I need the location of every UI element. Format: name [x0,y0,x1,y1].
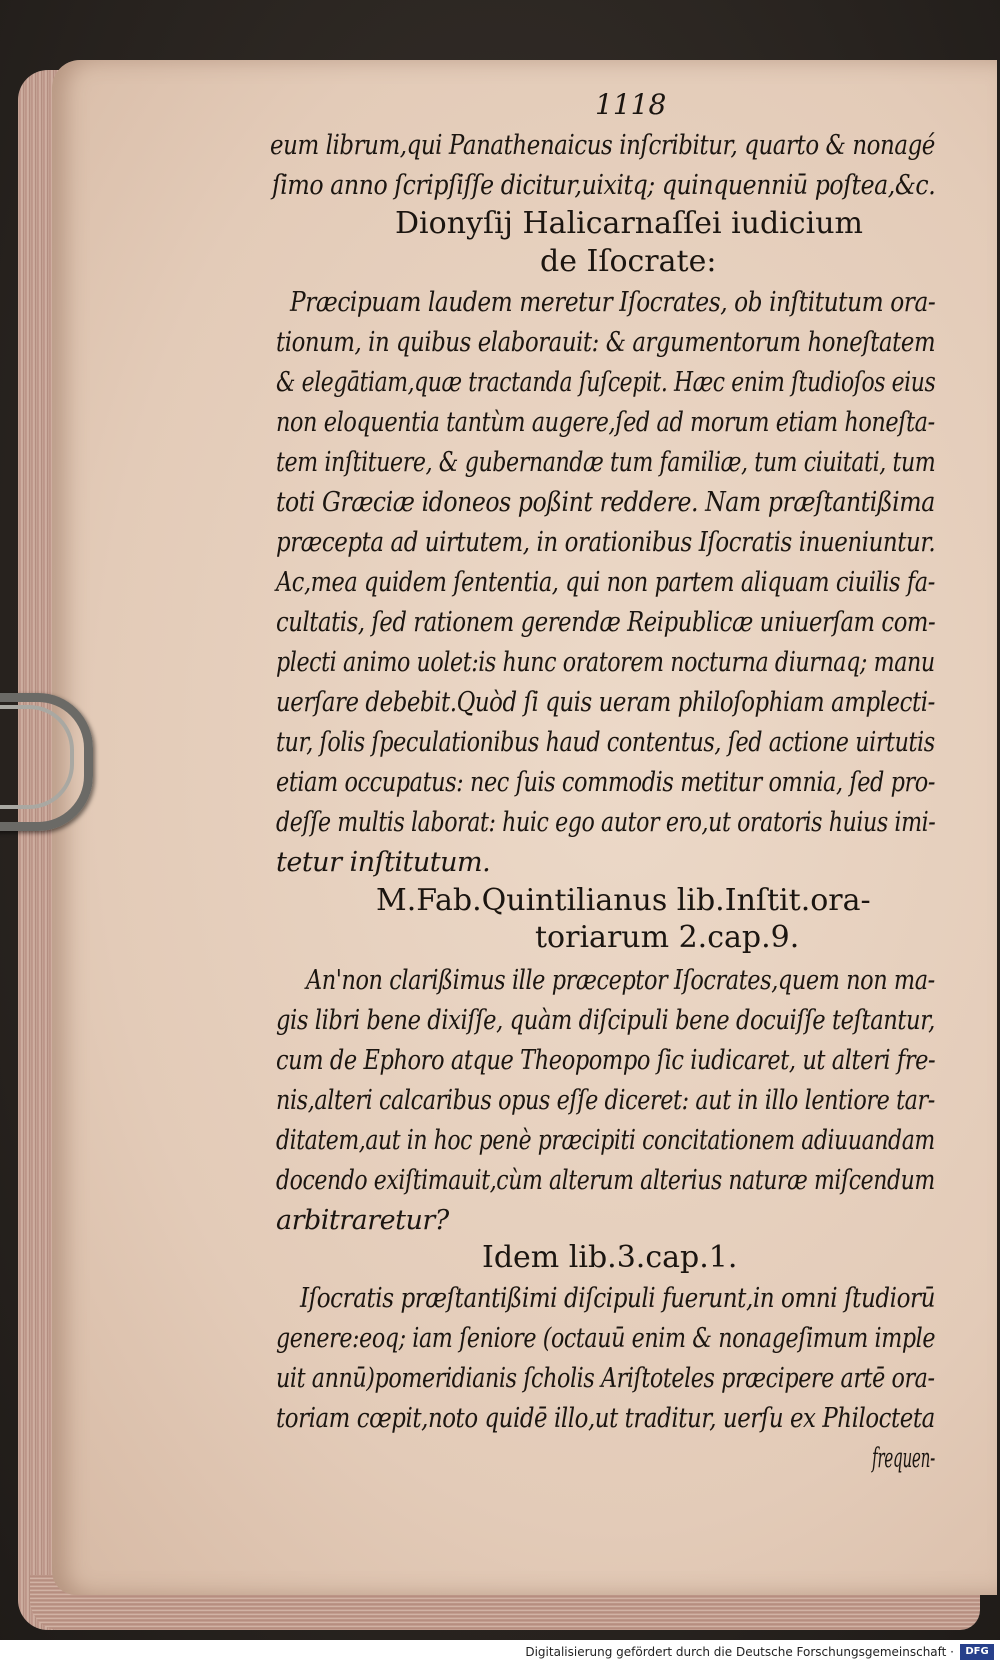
text-line: cultatis, ſed rationem gerendæ Reipublicæ uniuerſam com- [276,607,936,638]
text-line: toti Græciæ idoneos poßint reddere. Nam præſtantißima [276,487,935,518]
text-line: ditatem,aut in hoc penè præcipiti concitationem adiuuandam [276,1125,935,1156]
text-line: tetur inſtitutum. [276,847,491,878]
text-line: cum de Ephoro atque Theopompo ſic iudicaret, ut alteri fre- [276,1045,936,1076]
text-line: An'non clarißimus ille præceptor Iſocrates,quem non ma- [306,965,935,996]
text-line: plecti animo uolet:is hunc oratorem nocturna diurnaq; manu [276,647,935,678]
section-heading-line: Idem lib.3.cap.1. [482,1240,738,1275]
dfg-logo: DFG [960,1644,994,1660]
footer-bar [0,1640,1000,1666]
text-line: & elegātiam,quæ tractanda ſuſcepit. Hæc enim ſtudioſos eius [276,367,936,398]
text-line: tem inſtituere, & gubernandæ tum familiæ, tum ciuitati, tum [276,447,936,478]
text-line: uerſare debebit.Quòd ſi quis ueram philoſophiam amplecti- [276,687,935,718]
page-number: 1118 [595,88,667,121]
text-line: etiam occupatus: nec ſuis commodis metitur omnia, ſed pro- [276,767,935,798]
text-line: præcepta ad uirtutem, in orationibus Iſocratis inueniuntur. [276,527,936,558]
text-line: uit annū)pomeridianis ſcholis Ariſtoteles præcipere artē ora- [276,1363,935,1394]
text-line: tur, ſolis ſpeculationibus haud contentus, ſed actione uirtutis [276,727,935,758]
text-line: genere:eoq; iam ſeniore (octauū enim & nonageſimum imple [276,1323,936,1354]
text-line: eum librum,qui Panathenaicus inſcribitur, quarto & nonagé [270,130,935,161]
section-heading-line: de Iſocrate: [540,244,717,279]
footer-credit: Digitalisierung gefördert durch die Deutsche Forschungsgemeinschaft · [525,1645,954,1659]
text-line: frequen- [872,1443,935,1474]
text-line: Ac,mea quidem ſententia, qui non partem aliquam ciuilis fa- [276,567,935,598]
text-line: non eloquentia tantùm augere,ſed ad morum etiam honeſta- [276,407,935,438]
text-line: toriam cœpit,noto quidē illo,ut traditur, uerſu ex Philocteta [276,1403,935,1434]
text-line: arbitraretur? [276,1205,449,1236]
text-line: nis,alteri calcaribus opus eſſe diceret: aut in illo lentiore tar- [276,1085,935,1116]
text-line: docendo exiſtimauit,cùm alterum alterius naturæ miſcendum [276,1165,935,1196]
text-line: tionum, in quibus elaborauit: & argumentorum honeſtatem [276,327,936,358]
section-heading-line: Dionyſij Halicarnaſſei iudicium [395,206,863,241]
text-line: gis libri bene dixiſſe, quàm diſcipuli bene docuiſſe teſtantur, [276,1005,935,1036]
section-heading-line: toriarum 2.cap.9. [535,920,800,955]
text-line: deſſe multis laborat: huic ego autor ero,ut oratoris huius imi- [276,807,936,838]
book-clasp-inner [0,705,74,809]
section-heading-line: M.Fab.Quintilianus lib.Inſtit.ora- [376,883,871,918]
text-line: Præcipuam laudem meretur Iſocrates, ob inſtitutum ora- [290,287,936,318]
text-line: Iſocratis præſtantißimi diſcipuli fuerunt,in omni ſtudiorū [300,1283,935,1314]
text-line: ſimo anno ſcripſiſſe dicitur,uixitq; quinquenniū poſtea,&c. [272,170,936,201]
